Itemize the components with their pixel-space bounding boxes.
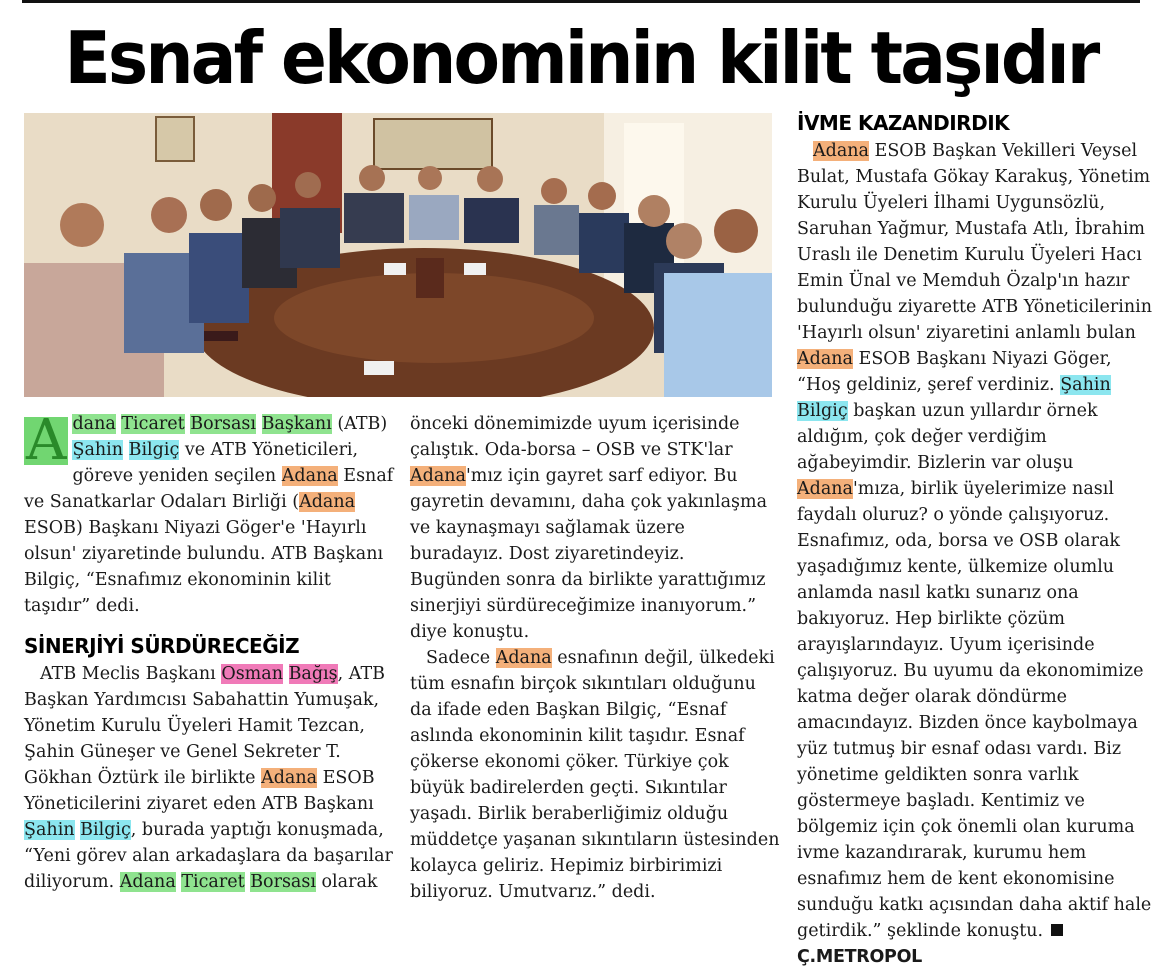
highlighted-term: Şahin (24, 820, 75, 840)
paragraph-text: ATB Meclis Başkanı Osman Bağış, ATB Başkan Yardımcısı Sabahattin Yumuşak, Yönetim Kurulu Üyeleri Hamit Tezcan, Şahin Güneşer ve Genel Sekreter T. Gökhan Öztürk ile birlikte Adana ESOB Yöneticilerini ziyaret eden ATB Başkanı Şahin Bilgiç, burada yaptığı konuşmada, “Yeni görev alan arkadaşlara da başarılar diliyorum. Adana Ticaret Borsası olarak (24, 664, 393, 892)
highlighted-term: Borsası (250, 872, 316, 892)
highlighted-term: Başkanı (261, 414, 332, 434)
end-square-icon (1051, 924, 1063, 936)
highlighted-term: Adana (261, 768, 318, 788)
article-column-1 (24, 408, 394, 895)
highlighted-term: Adana (281, 466, 338, 486)
highlighted-term: Bilgiç (128, 440, 180, 460)
highlighted-term: Bilgiç (80, 820, 131, 840)
highlighted-term: Bilgiç (797, 401, 848, 421)
highlighted-term: Adana (495, 648, 552, 668)
highlighted-term: Adana (797, 479, 853, 499)
highlighted-term: Şahin (1060, 375, 1111, 395)
lead-paragraph (24, 408, 394, 619)
paragraph-text: Sadece Adana esnafının değil, ülkedeki tüm esnafın birçok sıkıntıları olduğunu da ifade eden Başkan Bilgiç, “Esnaf aslında ekonominin kilit taşıdır. Esnaf çökerse ekonomi çöker. Türkiye çok büyük badirelerden geçti. Sıkıntılar yaşadı. Birlik beraberliğimiz olduğu müddetçe yaşanan sıkıntıların üstesinden kolayca geliriz. Hepimiz birbirimizi biliyoruz. Umutvarız.” dedi. (410, 648, 780, 902)
paragraph-text: önceki dönemimizde uyum içerisinde çalıştık. Oda-borsa – OSB ve STK'lar Adana'mız için gayret sarf ediyor. Bu gayretin devamını, daha çok yakınlaşma ve kaynaşmayı sağlamak üzere buradayız. Dost ziyaretindeyiz. Bugünden sonra da birlikte yarattığımız sinerjiyi sürdüreceğimize inanıyorum.” diye konuştu. (410, 414, 768, 642)
headline: Esnaf ekonominin kilit taşıdır (64, 16, 1098, 100)
meeting-photo (24, 113, 772, 397)
paragraph (410, 645, 780, 905)
article-column-2 (410, 411, 780, 905)
highlighted-term: Şahin (72, 440, 124, 460)
highlighted-term: Adana (119, 872, 176, 892)
source-signature: Ç.METROPOL (797, 947, 923, 967)
highlighted-term: Adana (813, 141, 869, 161)
lead-text: dana Ticaret Borsası Başkanı (ATB) Şahin Bilgiç ve ATB Yöneticileri, göreve yeniden seçilen Adana Esnaf ve Sanatkarlar Odaları Birliği (Adana ESOB) Başkanı Niyazi Göger'e 'Hayırlı olsun' ziyaretinde bulundu. ATB Başkanı Bilgiç, “Esnafımız ekonominin kilit taşıdır” dedi. (24, 414, 394, 616)
highlighted-term: Borsası (190, 414, 256, 434)
highlighted-term: Bağış (288, 664, 338, 684)
highlighted-term: Adana (797, 349, 853, 369)
meeting-photo-drawing (24, 113, 772, 397)
subheading-ivme: İVME KAZANDIRDIK (797, 111, 1010, 135)
drop-cap: A (26, 408, 67, 473)
top-rule (22, 0, 1140, 3)
highlighted-term: Adana (299, 492, 356, 512)
paragraph (410, 411, 780, 645)
subheading-sinerji: SİNERJİYİ SÜRDÜRECEĞİZ (24, 634, 300, 658)
paragraph (797, 138, 1157, 970)
paragraph (24, 661, 394, 895)
article-column-3 (797, 108, 1157, 970)
paragraph-text: Adana ESOB Başkan Vekilleri Veysel Bulat, Mustafa Gökay Karakuş, Yönetim Kurulu Üyeleri İlhami Uygunsözlü, Saruhan Yağmur, Mustafa Atlı, İbrahim Uraslı ile Denetim Kurulu Üyeleri Hacı Emin Ünal ve Memduh Özalp'ın hazır bulunduğu ziyarette ATB Yöneticilerinin 'Hayırlı olsun' ziyaretini anlamlı bulan Adana ESOB Başkanı Niyazi Göger, “Hoş geldiniz, şeref verdiniz. Şahin Bilgiç başkan uzun yıllardır örnek aldığım, çok değer verdiğim ağabeyimdir. Bizlerin var oluşu Adana'mıza, birlik üyelerimize nasıl faydalı oluruz? o yönde çalışıyoruz. Esnafımız, oda, borsa ve OSB olarak yaşadığımız kente, ülkemize olumlu anlamda nasıl katkı sunarız ona bakıyoruz. Hep birlikte çözüm arayışlarındayız. Uyum içerisinde çalışıyoruz. Bu uyumu da ekonomimize katma değer olarak döndürme amacındayız. Bizden önce kaybolmaya yüz tutmuş bir esnaf odası vardı. Biz yönetime geldikten sonra varlık göstermeye başladı. Kentimiz ve bölgemiz için çok önemli olan kuruma ivme kazandırarak, kurumu hem esnafımız hem de kent ekonomisine sunduğu katkı açısından daha aktif hale getirdik.” şeklinde konuştu. (797, 141, 1153, 941)
highlighted-term: dana (72, 414, 116, 434)
highlighted-term: Ticaret (121, 414, 185, 434)
highlighted-term: Osman (221, 664, 283, 684)
highlighted-term: Adana (410, 466, 466, 486)
highlighted-term: Ticaret (181, 872, 245, 892)
